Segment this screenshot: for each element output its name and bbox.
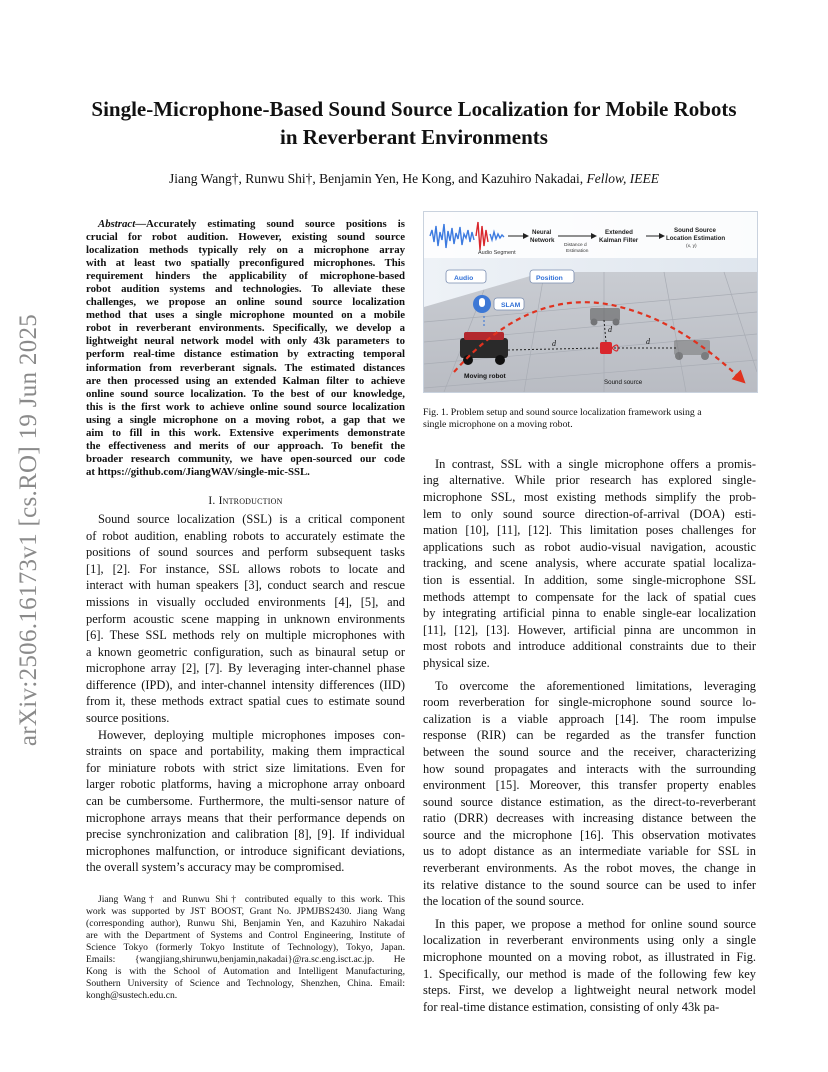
body-line: from it, these methods extract spatial cues to estimate sound xyxy=(86,694,405,709)
body-line: steps. First, we develop a lightweight neural network model xyxy=(423,983,756,998)
section-number: I. xyxy=(208,494,216,507)
body-line: difference (IPD), and inter-channel intensity differences (IID) xyxy=(86,677,405,692)
author-names: Jiang Wang†, Runwu Shi†, Benjamin Yen, He Kong, and Kazuhiro Nakadai, xyxy=(169,171,584,186)
body-line: calization is a viable approach [14]. The room impulse xyxy=(423,711,756,726)
body-line: room reverberation for single-microphone sound source lo- xyxy=(423,695,756,710)
abstract xyxy=(86,218,405,479)
footnote-line: work was supported by JST BOOST, Grant No. JPMJBS2430. Jiang Wang xyxy=(86,906,405,917)
body-line: However, deploying multiple microphones imposes con- xyxy=(98,727,405,742)
body-line: of robot audition, enabling robots to accurately estimate the xyxy=(86,528,405,543)
right-paragraph-1 xyxy=(423,456,756,672)
body-line: source and the microphone [16]. This observation motivates xyxy=(423,827,756,842)
abstract-line: online sound source localization. To the best of our knowledge, xyxy=(86,387,405,400)
abstract-line: aim to fill in this work. Extensive experiments demonstrate xyxy=(86,426,405,439)
body-line: perform acoustic scene mapping in unknown environments xyxy=(86,611,405,626)
abstract-label: Abstract xyxy=(98,218,136,230)
right-column xyxy=(423,207,756,1015)
abstract-line xyxy=(86,218,405,231)
arxiv-stamp-text: arXiv:2506.16173v1 [cs.RO] 19 Jun 2025 xyxy=(15,313,42,747)
right-paragraph-3 xyxy=(423,916,756,1016)
footnote-line: kongh@sustech.edu.cn. xyxy=(86,990,178,1001)
footnote-line: (corresponding author), Runwu Shi, Benjamin Yen, and Kazuhiro Nakadai xyxy=(86,918,405,929)
body-line: microphone array [2], [7]. By leveraging inter-channel phase xyxy=(86,661,405,676)
body-line: microphone arrays means that their performance depends on xyxy=(86,810,405,825)
d-label-2: d xyxy=(608,325,612,334)
slam-label: SLAM xyxy=(501,302,521,309)
body-line: methods attempt to compensate for the lack of spatial cues xyxy=(423,589,756,604)
abstract-line: are then processed using an extended Kalman filter to achieve xyxy=(86,374,405,387)
title-line: Single-Microphone-Based Sound Source Localization for Mobile Robots xyxy=(91,97,737,121)
body-line: straints on space and portability, making them impractical xyxy=(86,744,405,759)
footnote-line: Science Tokyo (formerly Tokyo Institute of Technology), Tokyo, Japan. xyxy=(86,942,405,953)
body-line: for real-time distance estimation, consisting of only 43k pa- xyxy=(423,999,720,1014)
audio-segment-label: Audio Segment xyxy=(478,250,516,256)
body-line: by integrating artificial pinna to enable single-ear localization xyxy=(423,606,756,621)
abstract-text: —Accurately estimating sound source positions is xyxy=(135,218,405,230)
right-paragraph-2 xyxy=(423,678,756,910)
body-line: environment [15]. Moreover, this transfer property enables xyxy=(423,778,756,793)
body-line: interact with human speakers [3], conduct search and rescue xyxy=(86,578,405,593)
body-line: lem to only sound source direction-of-arrival (DOA) esti- xyxy=(423,506,756,521)
abstract-line: localization methods typically rely on a microphone array xyxy=(86,244,405,257)
abstract-line: lightweight neural network model with only 43k parameters to xyxy=(86,335,405,348)
body-line: most robots and introduce additional constraints due to their xyxy=(423,639,756,654)
footnote-line: Southern University of Science and Technology, Shenzhen, China. Email: xyxy=(86,978,405,989)
body-line: how sound propagates and interacts with the surrounding xyxy=(423,761,756,776)
arxiv-stamp xyxy=(12,300,46,760)
body-line: between the sound source and the receiver, characterizing xyxy=(423,744,756,759)
abstract-line: broader research community, we have open-sourced our code xyxy=(86,452,405,465)
left-column xyxy=(86,218,405,1002)
abstract-line: perform real-time distance estimation by extracting temporal xyxy=(86,348,405,361)
ekf-label-2: Kalman Filter xyxy=(599,237,639,244)
body-line: [1], [2]. For instance, SSL allows robots to locate and xyxy=(86,561,405,576)
sound-source-label: Sound source xyxy=(604,379,643,386)
abstract-line: this is the first work to achieve online sound source localization xyxy=(86,400,405,413)
body-line: its relative distance to the sound source can be used to infer xyxy=(423,877,756,892)
body-line: [11], [12], [13]. However, artificial pinna are uncommon in xyxy=(423,622,756,637)
abstract-line: at https://github.com/JiangWAV/single-mic-SSL. xyxy=(86,465,310,478)
caption-line: single microphone on a moving robot. xyxy=(423,419,573,431)
body-line: can be cumbersome. Furthermore, the multi-sensor nature of xyxy=(86,794,405,809)
body-line: missions in visually occluded environments [4], [5], and xyxy=(86,594,405,609)
abstract-line: the effectiveness and merits of our approach. To benefit the xyxy=(86,439,405,452)
body-line: for miniature robots with strict size limitations. Even for xyxy=(86,760,405,775)
body-line: precise synchronization and calibration [8], [9]. If individual xyxy=(86,827,405,842)
body-line: source positions. xyxy=(86,711,170,726)
footnote-line: Jiang Wang† and Runwu Shi† contributed equally to this work. This xyxy=(98,894,405,905)
d-label-1: d xyxy=(646,337,650,346)
figure-1 xyxy=(423,211,758,393)
body-line: reverberant environments. As the robot moves, the change in xyxy=(423,861,756,876)
ssl-label-3: (x, y) xyxy=(686,244,697,249)
footnote xyxy=(86,894,405,1002)
abstract-line: with at least two spatially preconfigured microphones. This xyxy=(86,257,405,270)
body-line: physical size. xyxy=(423,655,490,670)
abstract-line: robot audition systems and technologies. To alleviate these xyxy=(86,283,405,296)
caption-line: Fig. 1. Problem setup and sound source localization framework using a xyxy=(423,407,702,418)
ssl-label-1: Sound Source xyxy=(674,227,716,234)
body-line: response (RIR) can be regarded as the transfer function xyxy=(423,728,756,743)
title-line: in Reverberant Environments xyxy=(280,125,548,149)
abstract-line: requirement hinders the applicability of microphone-based xyxy=(86,270,405,283)
author-suffix: Fellow, IEEE xyxy=(586,171,659,186)
paper-title xyxy=(60,95,768,151)
abstract-line: information from reverberant signals. The estimated distances xyxy=(86,361,405,374)
section-title: Introduction xyxy=(218,494,283,507)
body-line: us to adopt distance as an intermediate variable for SSL in xyxy=(423,844,756,859)
d-label-n: d xyxy=(552,339,556,348)
footnote-line: Kong is with the School of Automation and Intelligent Manufacturing, xyxy=(86,966,405,977)
body-line: a known geometric configuration, such as binaural setup or xyxy=(86,644,405,659)
body-line: mation [10], [11], [12]. This limitation poses challenges for xyxy=(423,523,756,538)
abstract-line: challenges, we propose an online sound source localization xyxy=(86,296,405,309)
author-line xyxy=(60,171,768,187)
body-line: the location of the sound source. xyxy=(423,894,585,909)
dist-label-2: Estimation xyxy=(566,249,589,254)
audio-box-label: Audio xyxy=(454,275,474,282)
body-line: applications such as robot audio-visual navigation, acoustic xyxy=(423,539,756,554)
footnote-line: Emails: {wangjiang,shirunwu,benjamin,nakadai}@ra.sc.eng.isct.ac.jp. He xyxy=(86,954,405,965)
body-line: tion is essential. In addition, some single-microphone SSL xyxy=(423,572,756,587)
body-line: microphone mounted on a moving robot, as illustrated in Fig. xyxy=(423,950,756,965)
body-line: Sound source localization (SSL) is a critical component xyxy=(98,511,405,526)
abstract-line: crucial for robot audition. However, existing sound source xyxy=(86,231,405,244)
intro-paragraph-2 xyxy=(86,727,405,876)
body-line: positions of sound sources and perform subsequent tasks xyxy=(86,545,405,560)
body-line: In this paper, we propose a method for online sound source xyxy=(435,916,756,931)
section-heading xyxy=(86,495,405,507)
body-line: tracking, and scene analysis, where accurate spatial localiza- xyxy=(423,556,756,571)
body-line: microphone SSL, most existing methods simplify the prob- xyxy=(423,490,756,504)
figure-1-graphic xyxy=(424,212,757,392)
abstract-line: using a single microphone on a moving robot, a gap that we xyxy=(86,413,405,426)
abstract-line: robot in reverberant environments. Specifically, we develop a xyxy=(86,322,405,335)
footnote-line: are with the Department of Systems and Control Engineering, Institute of xyxy=(86,930,405,941)
position-box-label: Position xyxy=(536,275,563,282)
body-line: [6]. These SSL methods rely on multiple microphones with xyxy=(86,628,405,643)
dist-label-1: Distance d xyxy=(564,243,587,248)
body-line: larger robotic platforms, having a microphone array onboard xyxy=(86,777,405,792)
body-line: 1. Specifically, our method is made of the following few key xyxy=(423,966,756,981)
body-line: ratio (DRR) decreases with increasing distance between the xyxy=(423,811,756,826)
nn-label-2: Network xyxy=(530,237,555,244)
nn-label-1: Neural xyxy=(532,229,552,236)
body-line: the overall system’s accuracy may be compromised. xyxy=(86,860,345,875)
body-line: sound source distance estimation, as the direct-to-reverberant xyxy=(423,794,756,809)
intro-paragraph-1 xyxy=(86,511,405,727)
ssl-label-2: Location Estimation xyxy=(666,235,726,242)
body-line: microphones malfunction, or introduce significant deviations, xyxy=(86,843,405,858)
body-line: In contrast, SSL with a single microphone offers a promis- xyxy=(435,456,756,471)
abstract-line: method that uses a single microphone mounted on a mobile xyxy=(86,309,405,322)
moving-robot-label: Moving robot xyxy=(464,373,506,380)
body-line: localization in reverberant environments using only a single xyxy=(423,933,756,948)
ekf-label-1: Extended xyxy=(605,229,633,236)
body-line: ing alternative. While prior research has explored single- xyxy=(423,473,756,488)
figure-caption xyxy=(423,407,756,432)
body-line: To overcome the aforementioned limitations, leveraging xyxy=(435,678,756,693)
